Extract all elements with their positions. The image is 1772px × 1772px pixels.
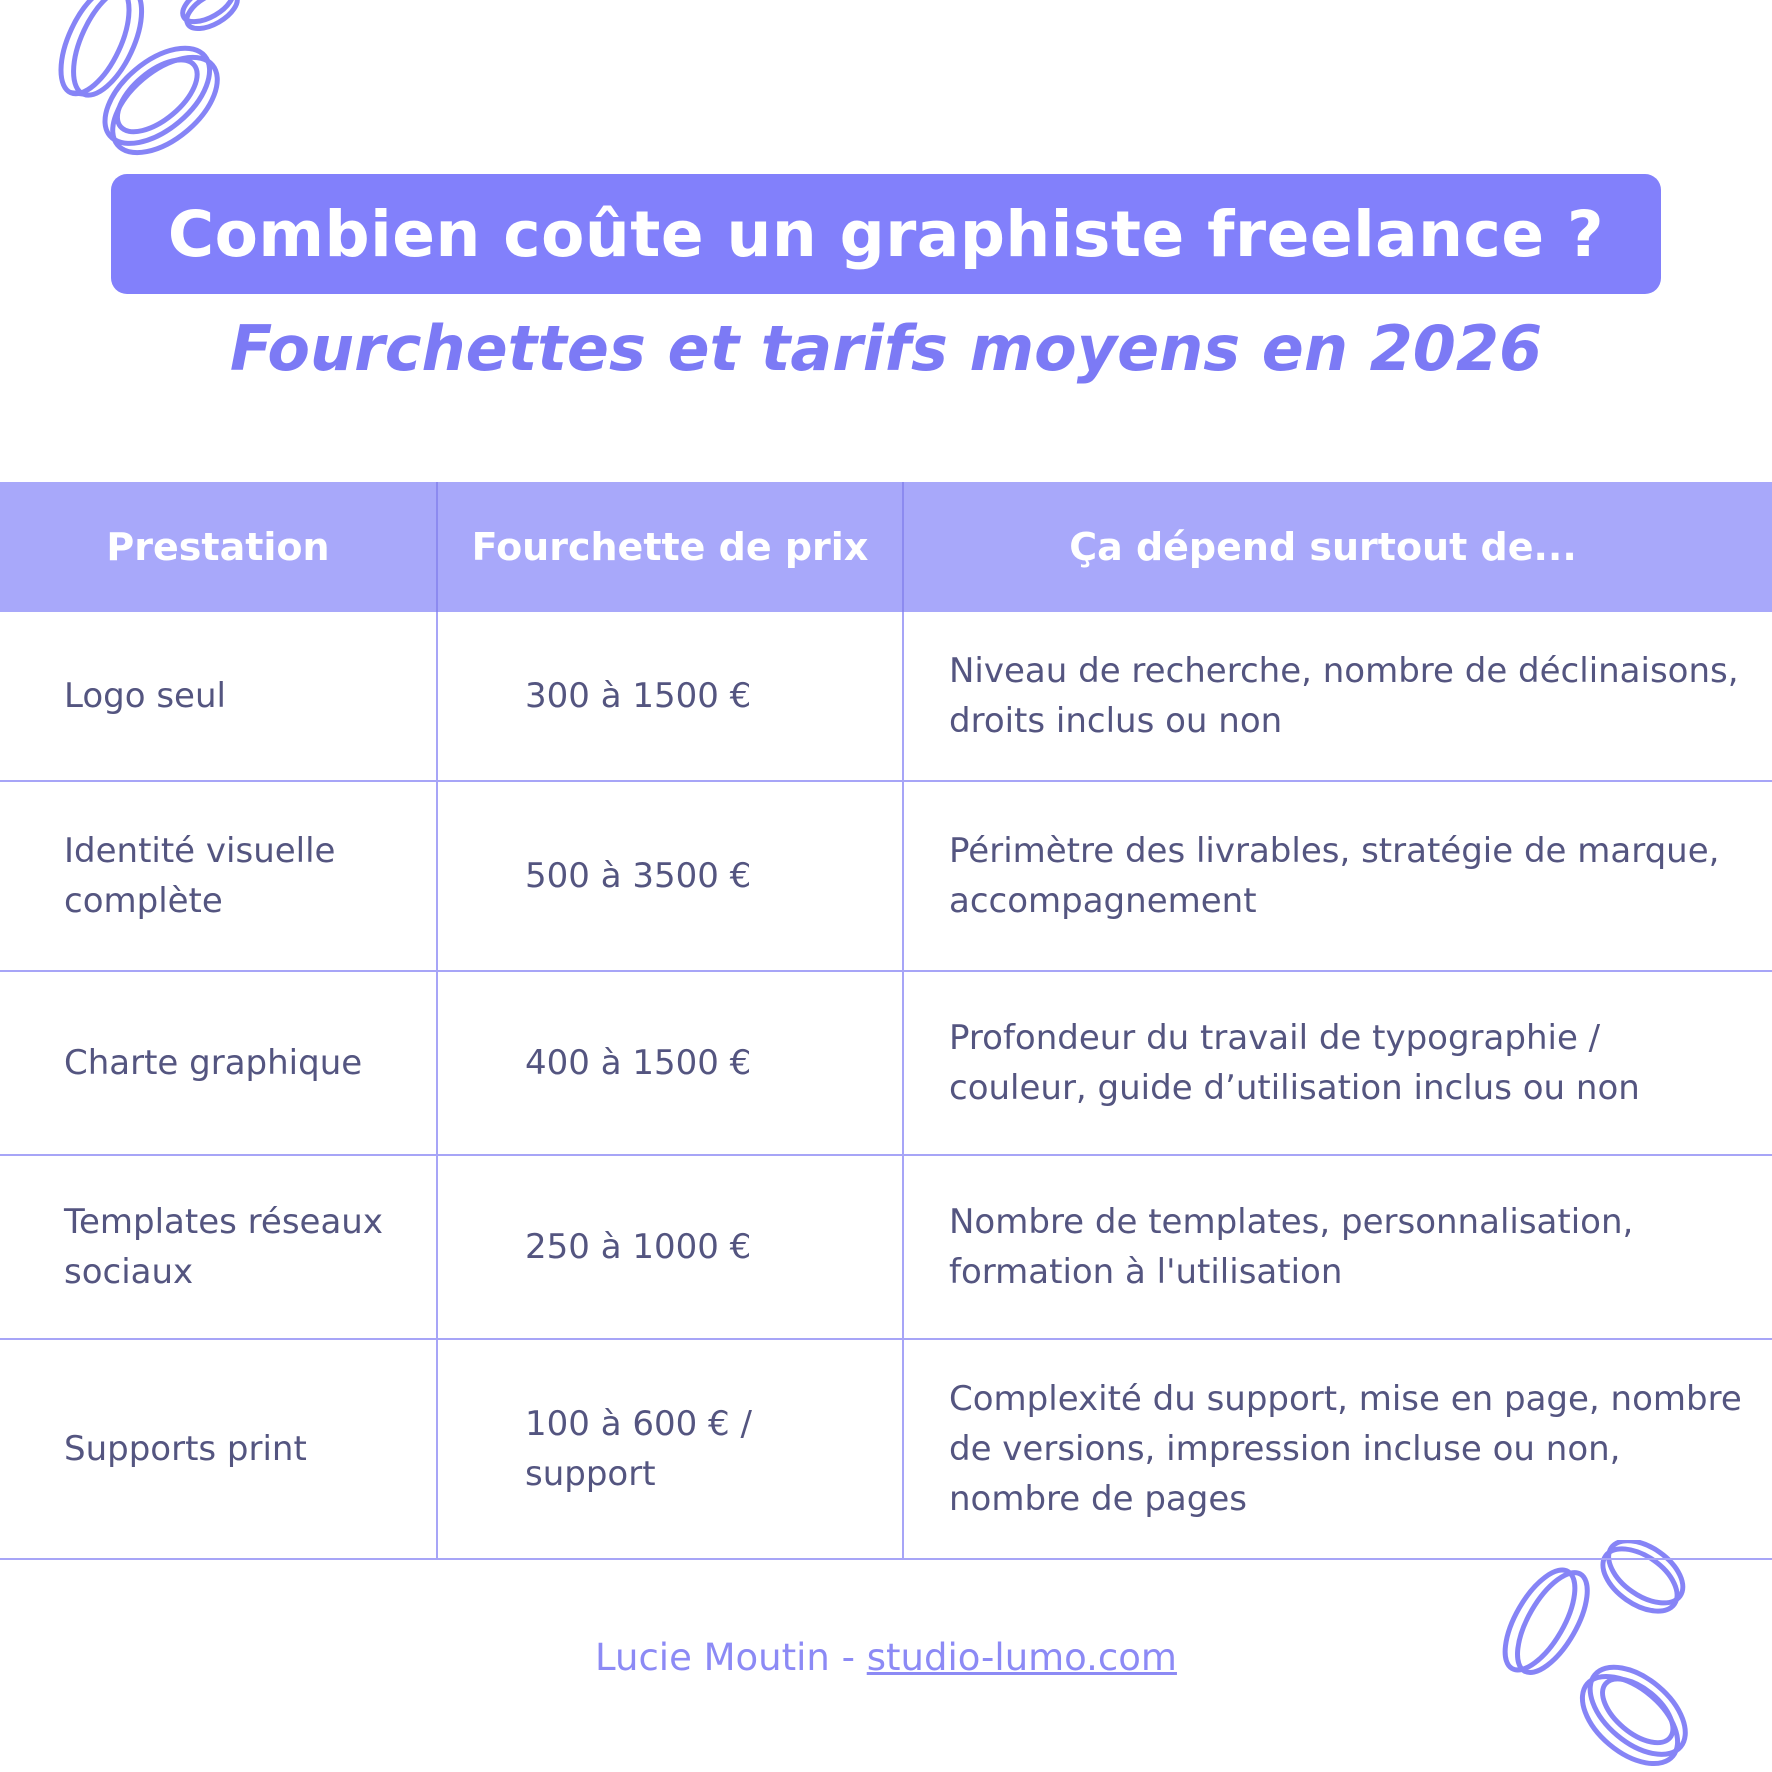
cell-prix: 400 à 1500 € <box>438 972 904 1154</box>
cell-depend: Niveau de recherche, nombre de déclinaisons, droits inclus ou non <box>949 651 1739 741</box>
table-row <box>0 1156 1772 1340</box>
cell-prix: 300 à 1500 € <box>438 612 904 780</box>
table-row <box>0 1340 1772 1560</box>
table-row <box>0 612 1772 782</box>
coins-top-left-icon <box>0 0 260 190</box>
header-depend: Ça dépend surtout de... <box>1069 525 1577 569</box>
title-banner <box>111 174 1661 294</box>
cell-prestation: Logo seul <box>0 612 438 780</box>
cell-prestation: Identité visuelle complète <box>0 782 438 970</box>
cell-depend: Complexité du support, mise en page, nombre de versions, impression incluse ou non, nombre de pages <box>949 1379 1742 1519</box>
page-title: Combien coûte un graphiste freelance ? <box>167 197 1605 271</box>
cell-prix: 500 à 3500 € <box>438 782 904 970</box>
footer-website-link[interactable]: studio-lumo.com <box>866 1636 1177 1679</box>
cell-prix: 250 à 1000 € <box>438 1156 904 1338</box>
cell-prestation: Charte graphique <box>0 972 438 1154</box>
price-table <box>0 482 1772 1560</box>
cell-depend: Profondeur du travail de typographie / couleur, guide d’utilisation inclus ou non <box>949 1018 1640 1108</box>
header-prestation: Prestation <box>0 482 438 612</box>
cell-prestation: Supports print <box>0 1340 438 1558</box>
table-row <box>0 972 1772 1156</box>
cell-prix: 100 à 600 € / support <box>438 1340 904 1558</box>
footer-author: Lucie Moutin - <box>595 1636 867 1679</box>
table-header-row <box>0 482 1772 612</box>
page-subtitle: Fourchettes et tarifs moyens en 2026 <box>229 312 1543 385</box>
header-prix: Fourchette de prix <box>438 482 904 612</box>
cell-prestation: Templates réseaux sociaux <box>0 1156 438 1338</box>
cell-depend: Périmètre des livrables, stratégie de marque, accompagnement <box>949 831 1720 921</box>
footer-credit <box>0 1636 1772 1679</box>
cell-depend: Nombre de templates, personnalisation, formation à l'utilisation <box>949 1202 1634 1292</box>
table-row <box>0 782 1772 972</box>
